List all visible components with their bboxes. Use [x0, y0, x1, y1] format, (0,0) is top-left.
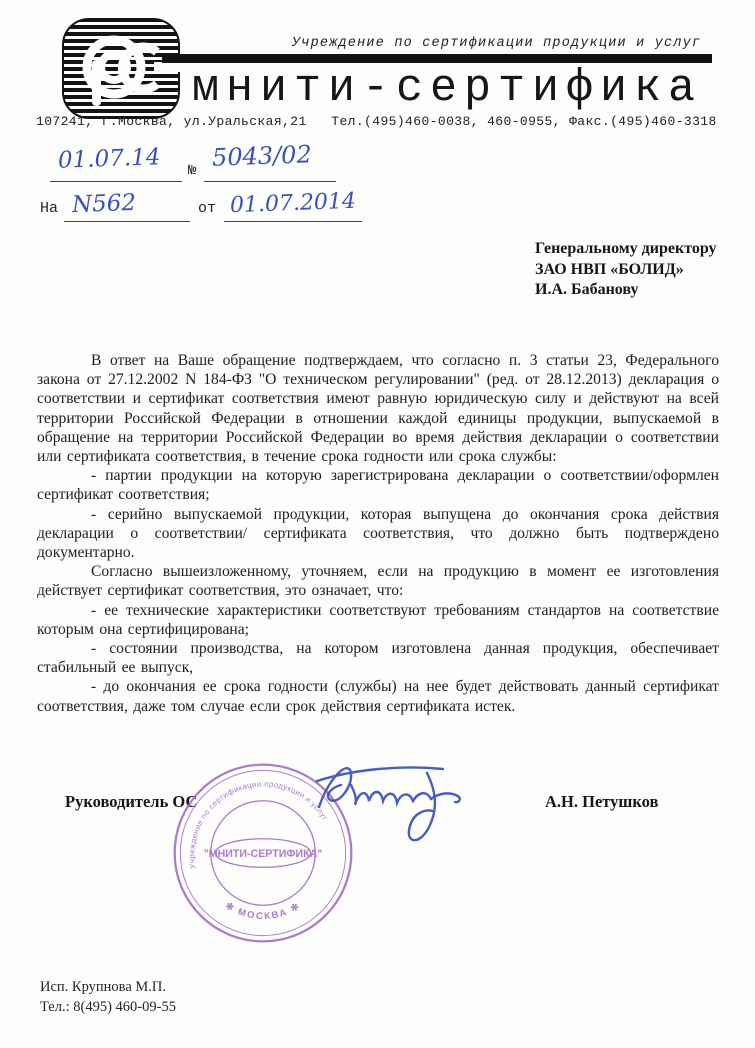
org-title: мнити-сертифика: [192, 63, 703, 114]
incoming-date-underline: [224, 221, 362, 222]
certification-body-logo-icon: [62, 18, 180, 124]
handwritten-signature: [315, 755, 465, 860]
body-paragraph: - ее технические характеристики соответствуют требованиям стандартов на соответствие которым она сертифицирована;: [37, 601, 719, 638]
stamp-ring-text-top: Учреждение по сертификации продукции и услуг: [187, 779, 330, 870]
body-paragraph: - партии продукции на которую зарегистрирована декларации о соответствии/оформлен сертификат соответствия;: [37, 467, 719, 504]
number-underline: [204, 181, 336, 182]
executor-line: Исп. Крупнова М.П.: [40, 979, 166, 995]
executor-phone: Тел.: 8(495) 460-09-55: [40, 999, 176, 1015]
signer-position-label: Руководитель ОС: [65, 792, 198, 811]
signer-name: А.Н. Петушков: [545, 792, 659, 811]
recipient-line: И.А. Бабанову: [535, 281, 639, 298]
body-paragraph: - состоянии производства, на котором изготовлена данная продукция, обеспечивает стабильный ее выпуск,: [37, 640, 719, 677]
date-underline: [50, 181, 182, 182]
na-label: На: [40, 200, 59, 217]
incoming-number-underline: [64, 221, 190, 222]
handwritten-incoming-date: 01.07.2014: [229, 188, 357, 219]
handwritten-letter-date: 01.07.14: [57, 144, 161, 174]
handwritten-outgoing-number: 5043/02: [211, 140, 313, 172]
footer-block: [40, 977, 176, 1017]
body-paragraph: - серийно выпускаемой продукции, которая выпущена до окончания срока действия декларации о соответствии/ сертификата соответствия, что должно быть подтверждено документарно.: [37, 505, 719, 562]
org-subtitle: Учреждение по сертификации продукции и услуг: [292, 36, 702, 51]
number-sign-label: №: [188, 163, 197, 179]
header-divider-bar: [162, 54, 712, 63]
stamp-ring-text-bottom: ✻ МОСКВА ✻: [223, 900, 303, 923]
recipient-block: [535, 239, 745, 301]
body-paragraph: В ответ на Ваше обращение подтверждаем, что согласно п. 3 статьи 23, Федерального закона от 27.12.2002 N 184-ФЗ "О техническом регулировании" (ред. от 28.12.2013) декларация о соответствии и сертификат соответствия имеют равную юридическую силу и действуют на всей территории Российской Федерации в отношении каждой единицы продукции, выпускаемой в обращение на территории Российской Федерации во время действия декларации о соответствии или сертификата соответствия, в течение срока годности или срока службы:: [37, 352, 719, 466]
recipient-line: Генеральному директору: [535, 240, 717, 257]
body-paragraph: Согласно вышеизложенному, уточняем, если на продукцию в момент ее изготовления действует сертификат соответствия, это означает, что:: [37, 563, 719, 600]
stamp-center-text: "МНИТИ-СЕРТИФИКА": [203, 847, 323, 860]
ot-label: от: [198, 200, 217, 217]
recipient-line: ЗАО НВП «БОЛИД»: [535, 260, 684, 278]
letter-body: [37, 351, 719, 716]
body-paragraph: - до окончания ее срока годности (службы) на нее будет действовать данный сертификат соответствия, даже том случае если срок действия сертификата истек.: [37, 678, 719, 715]
org-address-line: 107241, г.Москва, ул.Уральская,21 Тел.(495)460-0038, 460-0955, Факс.(495)460-3318: [36, 114, 717, 129]
svg-text:✻ МОСКВА ✻: [223, 900, 303, 922]
handwritten-incoming-number: N562: [71, 189, 137, 219]
